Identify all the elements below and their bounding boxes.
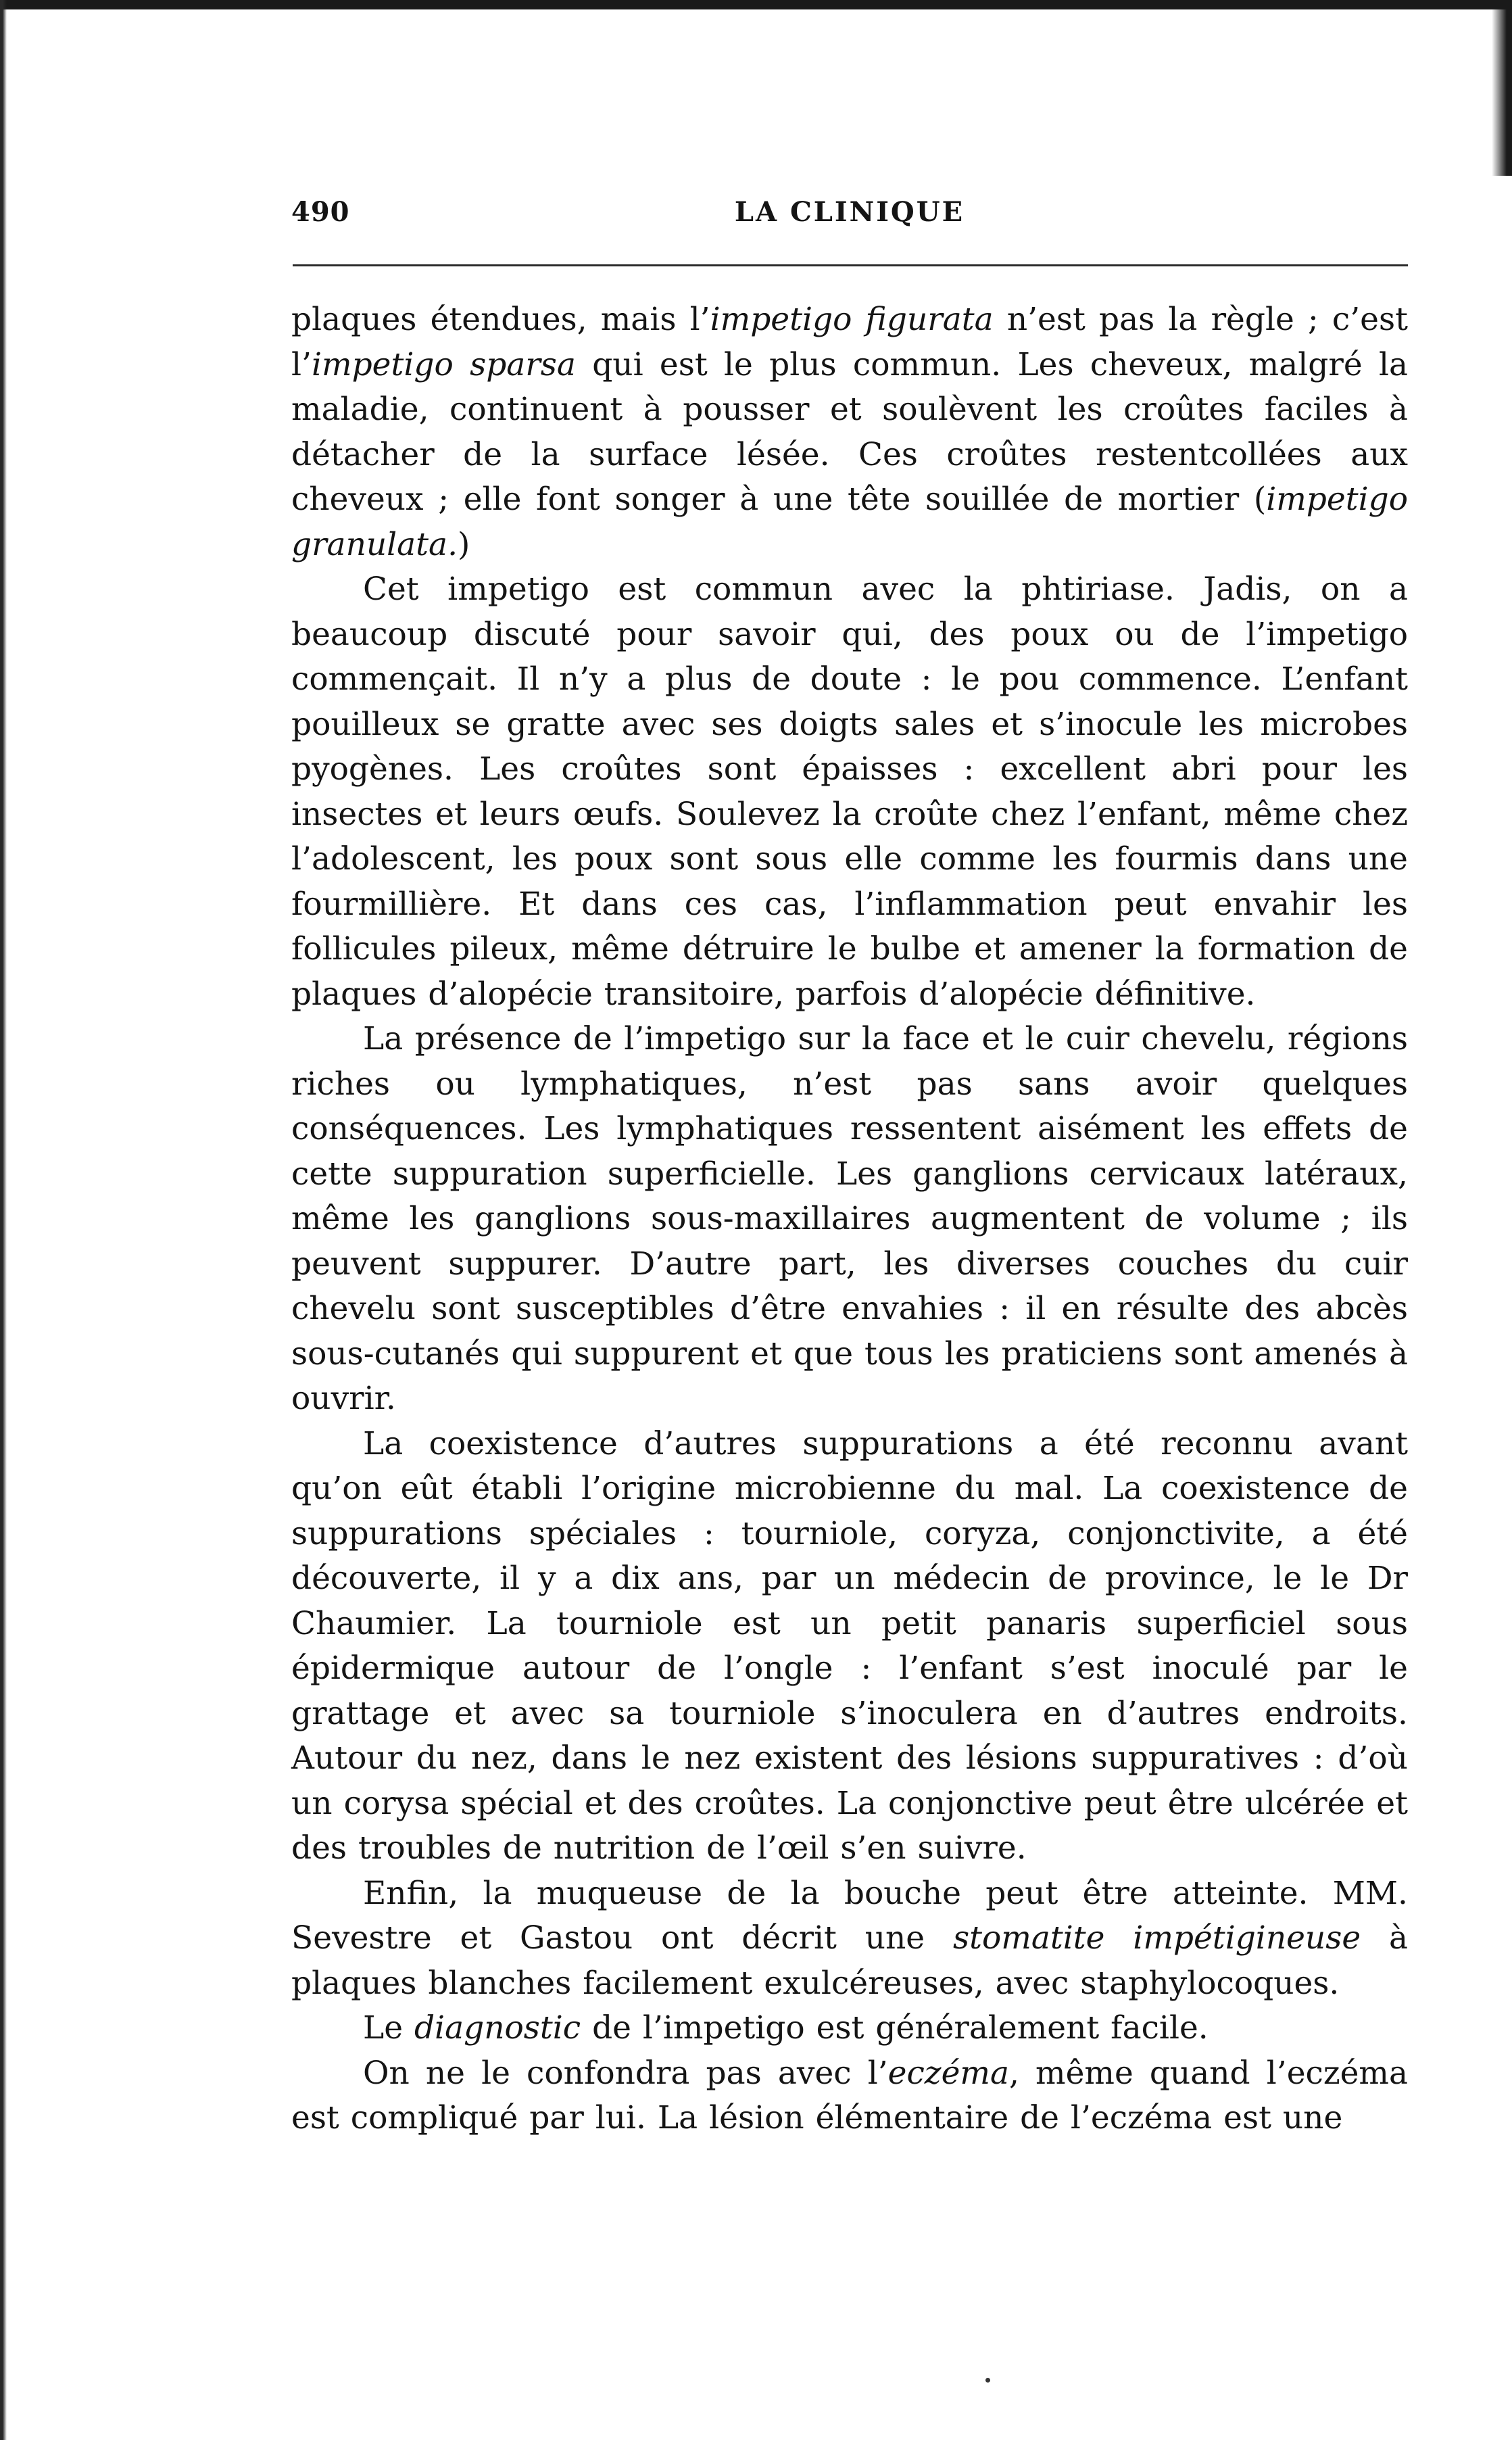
italic-term: eczéma: [887, 2054, 1009, 2092]
scan-border-top: [0, 0, 1512, 9]
print-speck: [985, 2378, 990, 2383]
text-run: La présence de l’impetigo sur la face et le cuir chevelu, régions riches ou lymphatiques, n’est pas sans avoir quelques conséquences. Les lymphatiques ressentent aisément les effets de cette suppuration superficielle. Les ganglions cervicaux latéraux, même les ganglions sous-maxillaires augmentent de volume ; ils peuvent suppurer. D’autre part, les diverses couches du cuir chevelu sont susceptibles d’être envahies : il en résulte des abcès sous-cutanés qui suppurent et que tous les praticiens sont amenés à ouvrir.: [291, 1020, 1408, 1417]
italic-term: impetigo sparsa: [311, 345, 576, 383]
paragraph-p3: [291, 1017, 1408, 1422]
italic-term: impetigo figurata: [710, 301, 994, 338]
text-run: ): [458, 525, 470, 563]
scan-border-corner: [1492, 0, 1512, 176]
text-run: n’est pas la règle ; c’est l’: [291, 301, 1409, 383]
page-number: 490: [291, 196, 350, 228]
text-run: qui est le plus commun. Les cheveux, malgré la maladie, continuent à pousser et soulèvent les croûtes faciles à détacher de la surface lésée. Ces croûtes restentcollées aux cheveux ; elle font songer à une tête souillée de mortier (: [291, 345, 1409, 518]
text-run: , même quand l’eczéma est compliqué par lui. La lésion élémentaire de l’eczéma est une: [291, 2054, 1408, 2136]
paragraph-p4: [291, 1422, 1408, 1871]
paragraph-p1: [291, 297, 1408, 567]
text-run: On ne le confondra pas avec l’: [363, 2054, 888, 2092]
text-run: Cet impetigo est commun avec la phtiriase. Jadis, on a beaucoup discuté pour savoir qui, des poux ou de l’impetigo commençait. Il n’y a plus de doute : le pou commence. L’enfant pouilleux se gratte avec ses doigts sales et s’inocule les microbes pyogènes. Les croûtes sont épaisses : excellent abri pour les insectes et leurs œufs. Soulevez la croûte chez l’enfant, même chez l’adolescent, les poux sont sous elle comme les fourmis dans une fourmillière. Et dans ces cas, l’inflammation peut envahir les follicules pileux, même détruire le bulbe et amener la formation de plaques d’alopécie transitoire, parfois d’alopécie définitive.: [291, 571, 1408, 1013]
text-run: Le: [363, 2009, 414, 2047]
text-run: Enfin, la muqueuse de la bouche peut être atteinte. MM. Sevestre et Gastou ont décrit une: [291, 1874, 1408, 1957]
italic-term: impetigo granulata.: [291, 481, 1408, 563]
text-run: de l’impetigo est généralement facile.: [581, 2009, 1209, 2047]
text-run: à plaques blanches facilement exulcéreuses, avec staphylocoques.: [291, 1919, 1408, 2002]
header-rule: [293, 264, 1408, 266]
italic-term: stomatite impétigineuse: [952, 1919, 1361, 1957]
paragraph-p7: [291, 2051, 1408, 2141]
italic-term: diagnostic: [414, 2009, 581, 2047]
paragraph-p6: [291, 2006, 1408, 2051]
body-text: [291, 297, 1408, 2141]
page-header: [291, 196, 1408, 237]
text-run: plaques étendues, mais l’: [291, 301, 710, 338]
scan-border-left: [0, 0, 7, 2440]
running-title: LA CLINIQUE: [734, 196, 965, 228]
text-run: La coexistence d’autres suppurations a été reconnu avant qu’on eût établi l’origine microbienne du mal. La coexistence de suppurations spéciales : tourniole, coryza, conjonctivite, a été découverte, il y a dix ans, par un médecin de province, le le Dr Chaumier. La tourniole est un petit panaris superficiel sous épidermique autour de l’ongle : l’enfant s’est inoculé par le grattage et avec sa tourniole s’inoculera en d’autres endroits. Autour du nez, dans le nez existent des lésions suppuratives : d’où un corysa spécial et des croûtes. La conjonctive peut être ulcérée et des troubles de nutrition de l’œil s’en suivre.: [291, 1425, 1408, 1867]
paragraph-p5: [291, 1871, 1408, 2007]
paragraph-p2: [291, 567, 1408, 1017]
